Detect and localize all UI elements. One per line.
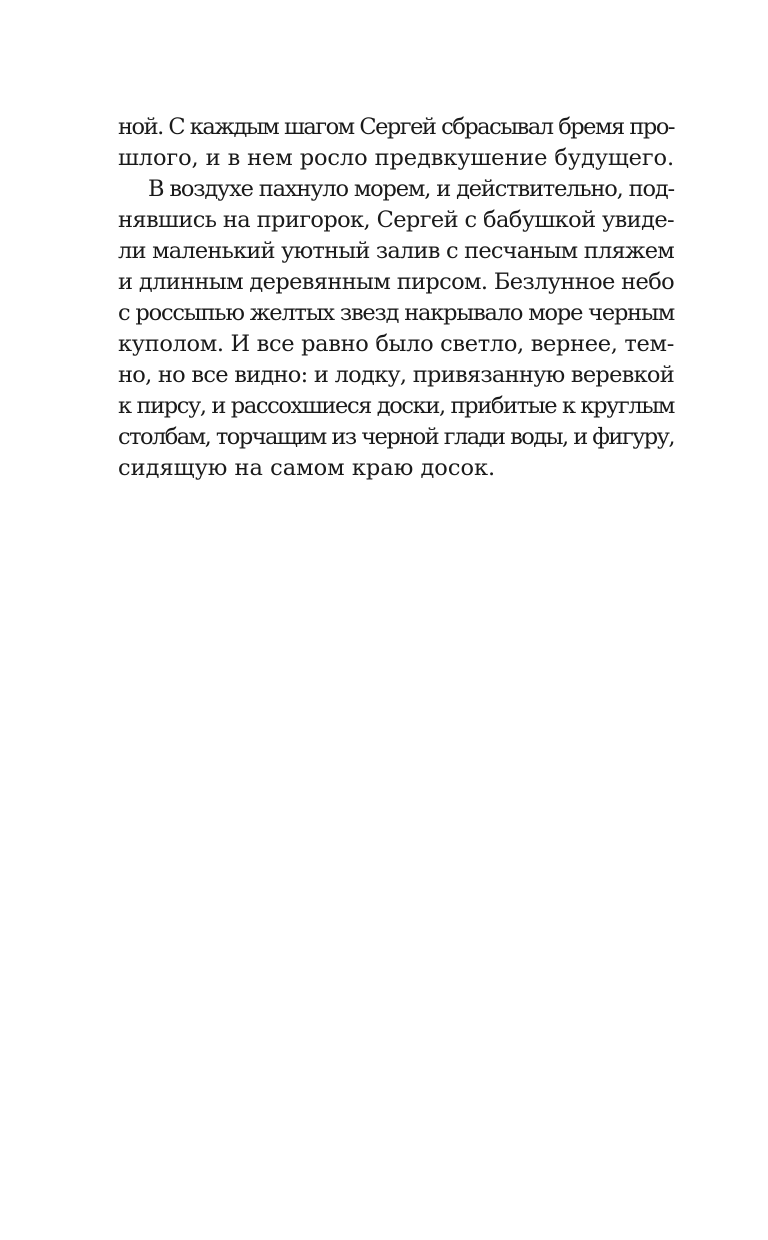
text-line: и длинным деревянным пирсом. Безлунное небо	[118, 269, 674, 295]
text-line: В воздухе пахнуло морем, и действительно, под-	[148, 176, 674, 202]
paragraph-1	[118, 112, 674, 174]
text-line: столбам, торчащим из черной глади воды, и фигуру,	[118, 424, 674, 450]
text-line: к пирсу, и рассохшиеся доски, прибитые к круглым	[118, 393, 675, 419]
text-line: шлого, и в нем росло предвкушение будущего.	[118, 145, 675, 171]
text-line: сидящую на самом краю досок.	[118, 455, 496, 481]
text-line: ли маленький уютный залив с песчаным пляжем	[118, 238, 674, 264]
body-text	[118, 112, 674, 484]
text-line: куполом. И все равно было светло, вернее, тем-	[118, 331, 674, 357]
text-line: но, но все видно: и лодку, привязанную веревкой	[118, 362, 675, 388]
text-line: ной. С каждым шагом Сергей сбрасывал бремя про-	[118, 114, 674, 140]
text-line: нявшись на пригорок, Сергей с бабушкой увиде-	[118, 207, 675, 233]
text-line: с россыпью желтых звезд накрывало море черным	[118, 300, 675, 326]
paragraph-2	[118, 174, 674, 484]
